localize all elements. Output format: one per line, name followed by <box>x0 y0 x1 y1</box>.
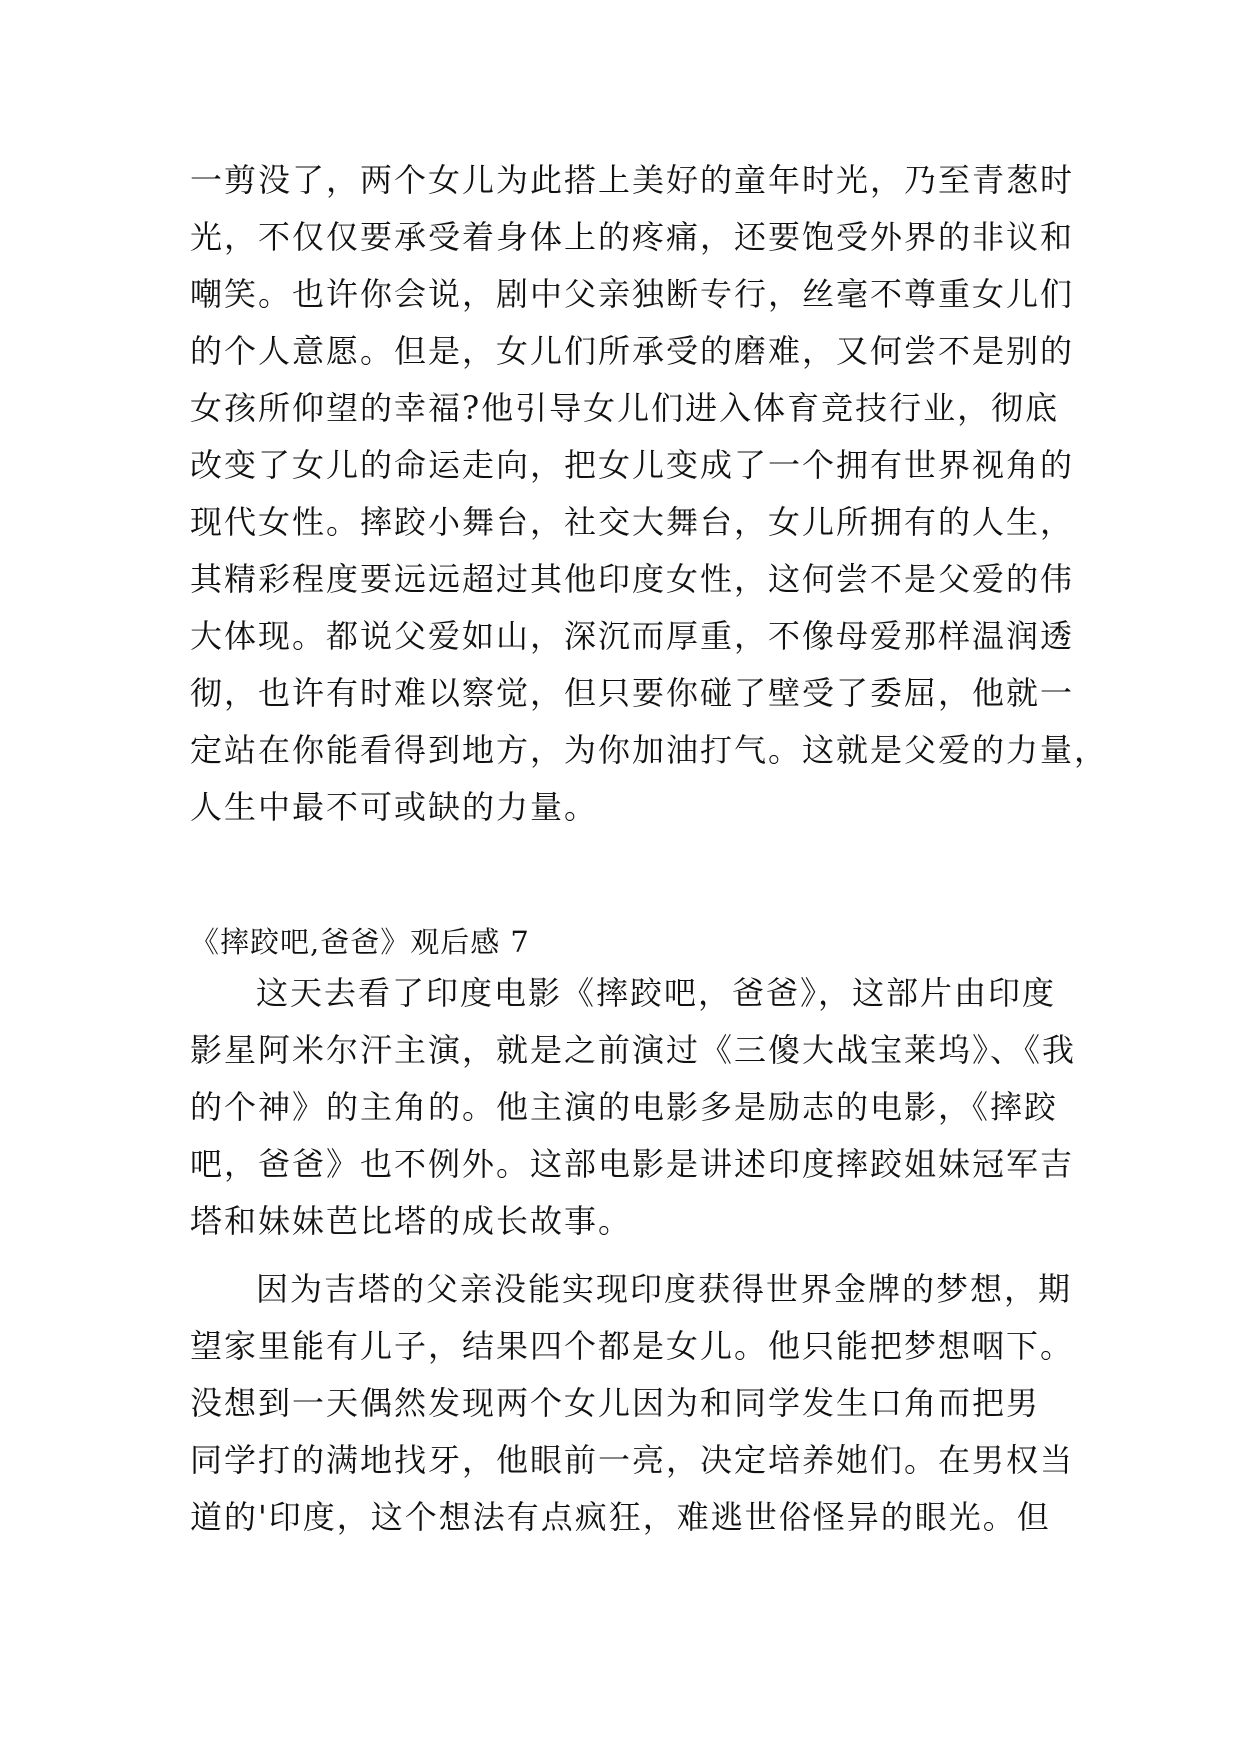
paragraph-line: 彻，也许有时难以察觉，但只要你碰了壁受了委屈，他就一 <box>190 674 1075 712</box>
paragraph-line: 没想到一天偶然发现两个女儿因为和同学发生口角而把男 <box>190 1384 1041 1422</box>
paragraph-line: 大体现。都说父爱如山，深沉而厚重，不像母爱那样温润透 <box>190 617 1075 655</box>
paragraph-line: 人生中最不可或缺的力量。 <box>190 788 599 826</box>
paragraph-line: 女孩所仰望的幸福?他引导女儿们进入体育竞技行业，彻底 <box>190 389 1060 427</box>
paragraph-line: 定站在你能看得到地方，为你加油打气。这就是父爱的力量， <box>190 731 1109 769</box>
paragraph-line: 的个神》的主角的。他主演的电影多是励志的电影，《摔跤 <box>190 1088 1059 1126</box>
paragraph-line: 一剪没了，两个女儿为此搭上美好的童年时光，乃至青葱时 <box>190 161 1075 199</box>
section-title: 《摔跤吧,爸爸》观后感 7 <box>190 925 530 959</box>
paragraph-line: 望家里能有儿子，结果四个都是女儿。他只能把梦想咽下。 <box>190 1327 1075 1365</box>
paragraph-line: 因为吉塔的父亲没能实现印度获得世界金牌的梦想，期 <box>256 1270 1073 1308</box>
paragraph-line: 嘲笑。也许你会说，剧中父亲独断专行，丝毫不尊重女儿们 <box>190 275 1075 313</box>
paragraph-line: 道的'印度，这个想法有点疯狂，难逃世俗怪异的眼光。但 <box>190 1498 1051 1536</box>
paragraph-line: 同学打的满地找牙，他眼前一亮，决定培养她们。在男权当 <box>190 1441 1075 1479</box>
paragraph-line: 其精彩程度要远远超过其他印度女性，这何尝不是父爱的伟 <box>190 560 1075 598</box>
paragraph-line: 改变了女儿的命运走向，把女儿变成了一个拥有世界视角的 <box>190 446 1075 484</box>
paragraph-line: 吧，爸爸》也不例外。这部电影是讲述印度摔跤姐妹冠军吉 <box>190 1145 1075 1183</box>
paragraph-line: 塔和妹妹芭比塔的成长故事。 <box>190 1202 633 1240</box>
paragraph-line: 的个人意愿。但是，女儿们所承受的磨难，又何尝不是别的 <box>190 332 1075 370</box>
paragraph-line: 光，不仅仅要承受着身体上的疼痛，还要饱受外界的非议和 <box>190 218 1075 256</box>
paragraph-line: 现代女性。摔跤小舞台，社交大舞台，女儿所拥有的人生， <box>190 503 1075 541</box>
paragraph-line: 这天去看了印度电影《摔跤吧，爸爸》，这部片由印度 <box>256 974 1057 1012</box>
paragraph-line: 影星阿米尔汗主演，就是之前演过《三傻大战宝莱坞》、《我 <box>190 1031 1077 1069</box>
